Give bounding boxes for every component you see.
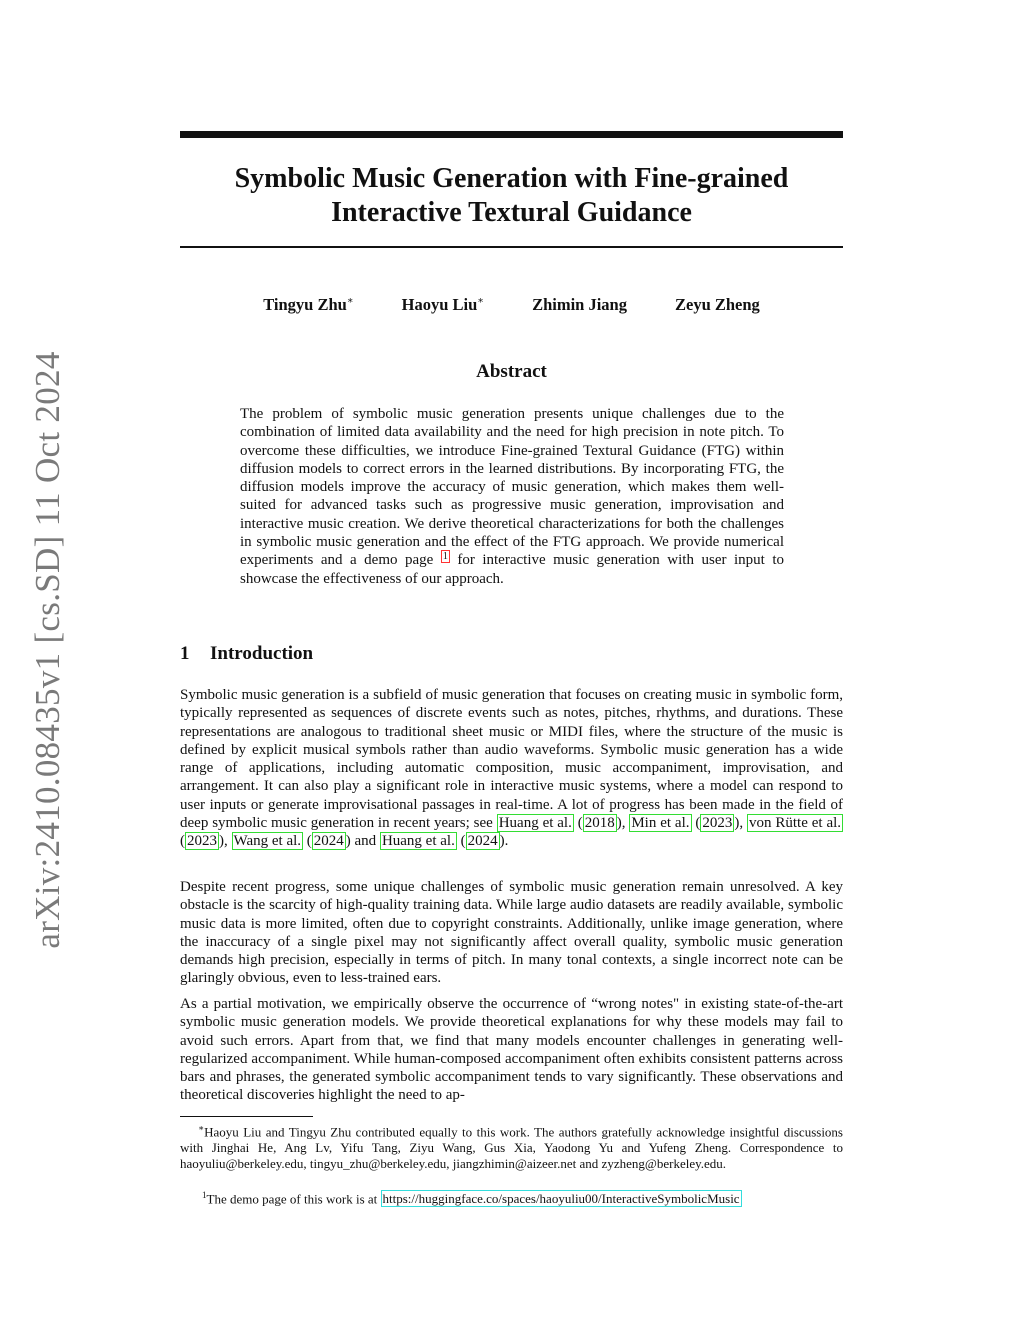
- author-list: [180, 295, 843, 315]
- intro-paragraph-2: Despite recent progress, some unique challenges of symbolic music generation remain unresolved. A key obstacle is the scarcity of high-quality training data. While large audio datasets are readily available, symbolic music data is more limited, often due to copyright constraints. Additionally, unlike image generation, where the inaccuracy of a single pixel may not significantly affect overall quality, symbolic music generation demands high precision, especially in terms of pitch. In many tonal contexts, a single incorrect note can be glaringly obvious, even to less-trained ears.: [180, 879, 843, 987]
- section-title: Introduction: [210, 643, 314, 664]
- abstract-text: The problem of symbolic music generation presents unique challenges due to the combination of limited data availability and the need for high precision in note pitch. To overcome these difficulties, we introduce Fine-grained Textural Guidance (FTG) within diffusion models to correct errors in the learned distributions. By incorporating FTG, the diffusion models improve the accuracy of music generation, which makes them well-suited for advanced tasks such as progressive music generation, improvisation and interactive music creation. We derive theoretical characterizations for both the challenges in symbolic music generation and the effect of the FTG approach. We provide numerical experiments and a demo page $^1$ for interactive music generation with user input to showcase the effectiveness of our approach.: [240, 406, 784, 587]
- intro-paragraph-1: Symbolic music generation is a subfield of music generation that focuses on creating music in symbolic form, typically represented as sequences of discrete events such as notes, pitches, rhythms, and durations. These representations are analogous to traditional sheet music or MIDI files, where the structure of the music is defined by explicit musical symbols rather than audio waveforms. Symbolic music generation has a wide range of applications, including automatic composition, music accompaniment, improvisation, and arrangement. It can also play a significant role in interactive music systems, where a model can respond to user inputs or generate improvisational passages in real-time. A lot of progress has been made in the field of deep symbolic music generation in recent years; see Huang et al. ( 2018 ), Min et al. ( 2023 ), von Rütte et al. ( 2023 ), Wang et al. ( 2024 ) and Huang et al. ( 2024 ).: [180, 687, 843, 850]
- title-top-rule: [180, 131, 843, 138]
- citation-year-link[interactable]: 2024: [467, 833, 498, 850]
- citation-link[interactable]: Huang et al.: [498, 815, 572, 832]
- author: Haoyu Liu∗: [401, 295, 485, 314]
- citation-link[interactable]: Min et al.: [631, 815, 690, 832]
- citation-link[interactable]: Huang et al.: [381, 833, 455, 850]
- intro-paragraph-3: As a partial motivation, we empirically observe the occurrence of “wrong notes" in existing state-of-the-art symbolic music generation models. We provide theoretical explanations for why these models may fail to avoid such errors. Apart from that, we find that many models encounter challenges in generating well-regularized accompaniment. While human-composed accompaniment often exhibits consistent patterns across bars and phrases, the generated symbolic accompaniment tends to vary significantly. These observations and theoretical discoveries highlight the need to ap-: [180, 996, 843, 1104]
- section-heading-introduction: [180, 643, 313, 665]
- author: Tingyu Zhu∗: [263, 295, 354, 314]
- author: Zeyu Zheng: [675, 295, 760, 314]
- author: Zhimin Jiang: [532, 295, 627, 314]
- footnote-mark: ∗: [198, 1123, 205, 1133]
- demo-page-url-link[interactable]: https://huggingface.co/spaces/haoyuliu00/InteractiveSymbolicMusic: [382, 1191, 740, 1207]
- citation-year-link[interactable]: 2018: [584, 815, 615, 832]
- footnote-1: ∗Haoyu Liu and Tingyu Zhu contributed equally to this work. The authors gratefully acknowledge insightful discussions with Jinghai He, Ang Lv, Yifu Tang, Ziyu Wang, Gus Xia, Yaodong Yu and Yufeng Zheng. Correspondence to haoyuliu@berkeley.edu, tingyu_zhu@berkeley.edu, jiangzhimin@aizeer.net and zyzheng@berkeley.edu.: [180, 1123, 843, 1172]
- footnote-divider: [180, 1116, 313, 1117]
- citation-link[interactable]: Wang et al.: [233, 833, 302, 850]
- abstract-heading: Abstract: [476, 361, 547, 382]
- citation-year-link[interactable]: 2024: [313, 833, 344, 850]
- arxiv-identifier-text: arXiv:2410.08435v1 [cs.SD] 11 Oct 2024: [28, 351, 67, 949]
- paper-title: [180, 162, 843, 230]
- equal-contribution-mark[interactable]: ∗: [477, 295, 485, 307]
- citation-year-link[interactable]: 2023: [187, 833, 217, 850]
- footnote-ref-link[interactable]: 1: [442, 551, 448, 563]
- title-line-2: Interactive Textural Guidance: [331, 197, 692, 228]
- title-line-1: Symbolic Music Generation with Fine-grained: [234, 163, 789, 194]
- citation-year-link[interactable]: 2023: [702, 815, 733, 832]
- section-number: 1: [180, 643, 190, 664]
- footnote-mark: 1: [202, 1190, 207, 1200]
- footnote-2: $^1$The demo page of this work is at https://huggingface.co/spaces/haoyuliu00/InteractiveSymbolicMusic: [202, 1190, 740, 1207]
- title-bottom-rule: [180, 246, 843, 248]
- arxiv-identifier: [18, 351, 78, 949]
- citation-link[interactable]: von Rütte et al.: [749, 815, 842, 832]
- equal-contribution-mark[interactable]: ∗: [346, 295, 354, 307]
